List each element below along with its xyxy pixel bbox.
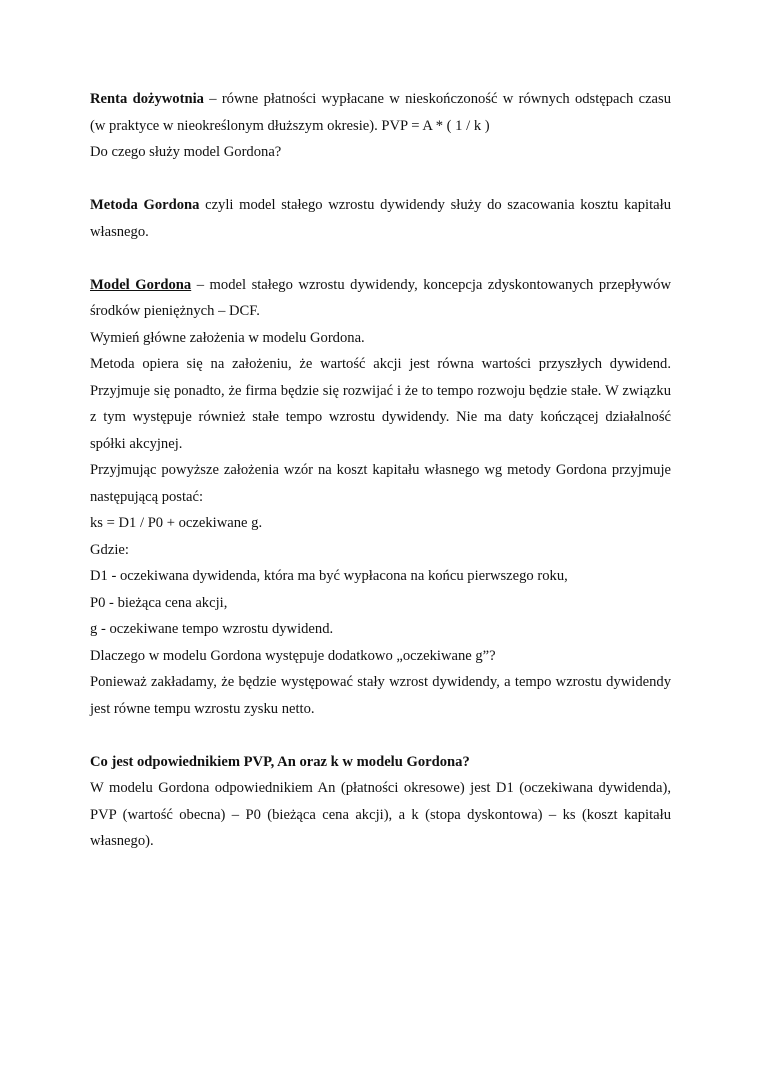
metoda-gordona-text: czyli model stałego wzrostu dywidendy służy do szacowania kosztu kapitału własnego. xyxy=(90,197,671,240)
spacer xyxy=(90,722,671,749)
model-gordona-term: Model Gordona xyxy=(90,276,192,293)
document-page xyxy=(90,86,671,855)
equivalents-question xyxy=(90,749,671,776)
model-gordona-definition xyxy=(90,272,671,325)
model-gordona-definition-text: – model stałego wzrostu dywidendy, koncepcja zdyskontowanych przepływów środków pieniężnych – DCF. xyxy=(90,276,671,319)
renta-definition-text: – równe płatności wypłacane w nieskończoność w równych odstępach czasu (w praktyce w nieokreślonym dłuższym okresie). PVP = A * ( 1 / k ) xyxy=(90,91,671,134)
variable-d1: D1 - oczekiwana dywidenda, która ma być wypłacona na końcu pierwszego roku, xyxy=(90,568,568,584)
formula-intro: Przyjmując powyższe założenia wzór na koszt kapitału własnego wg metody Gordona przyjmuje następującą postać: xyxy=(90,462,671,505)
metoda-gordona-paragraph xyxy=(90,192,671,245)
spacer xyxy=(90,245,671,272)
metoda-gordona-term: Metoda Gordona xyxy=(90,197,200,213)
gordona-purpose-question: Do czego służy model Gordona? xyxy=(90,144,282,160)
variable-p0: P0 - bieżąca cena akcji, xyxy=(90,594,228,611)
formula: ks = D1 / P0 + oczekiwane g. xyxy=(90,515,263,531)
assumptions-question: Wymień główne założenia w modelu Gordona. xyxy=(90,329,365,346)
expected-g-answer: Ponieważ zakładamy, że będzie występować stały wzrost dywidendy, a tempo wzrostu dywidendy jest równe tempu wzrostu zysku netto. xyxy=(90,674,671,717)
expected-g-question: Dlaczego w modelu Gordona występuje dodatkowo „oczekiwane g”? xyxy=(90,647,496,664)
renta-definition xyxy=(90,86,671,139)
renta-term: Renta dożywotnia xyxy=(90,91,204,107)
equivalents-question-text: Co jest odpowiednikiem PVP, An oraz k w modelu Gordona? xyxy=(90,753,470,770)
spacer xyxy=(90,166,671,193)
where-label: Gdzie: xyxy=(90,541,129,558)
variable-g: g - oczekiwane tempo wzrostu dywidend. xyxy=(90,621,334,637)
equivalents-answer: W modelu Gordona odpowiednikiem An (płatności okresowe) jest D1 (oczekiwana dywidenda), PVP (wartość obecna) – P0 (bieżąca cena akcji), a k (stopa dyskontowa) – ks (koszt kapitału własnego). xyxy=(90,780,671,849)
assumptions-answer: Metoda opiera się na założeniu, że wartość akcji jest równa wartości przyszłych dywidend. Przyjmuje się ponadto, że firma będzie się rozwijać i że to tempo rozwoju będzie stałe. W związku z tym występuje również stałe tempo wzrostu dywidendy. Nie ma daty kończącej działalność spółki akcyjnej. xyxy=(90,356,671,452)
